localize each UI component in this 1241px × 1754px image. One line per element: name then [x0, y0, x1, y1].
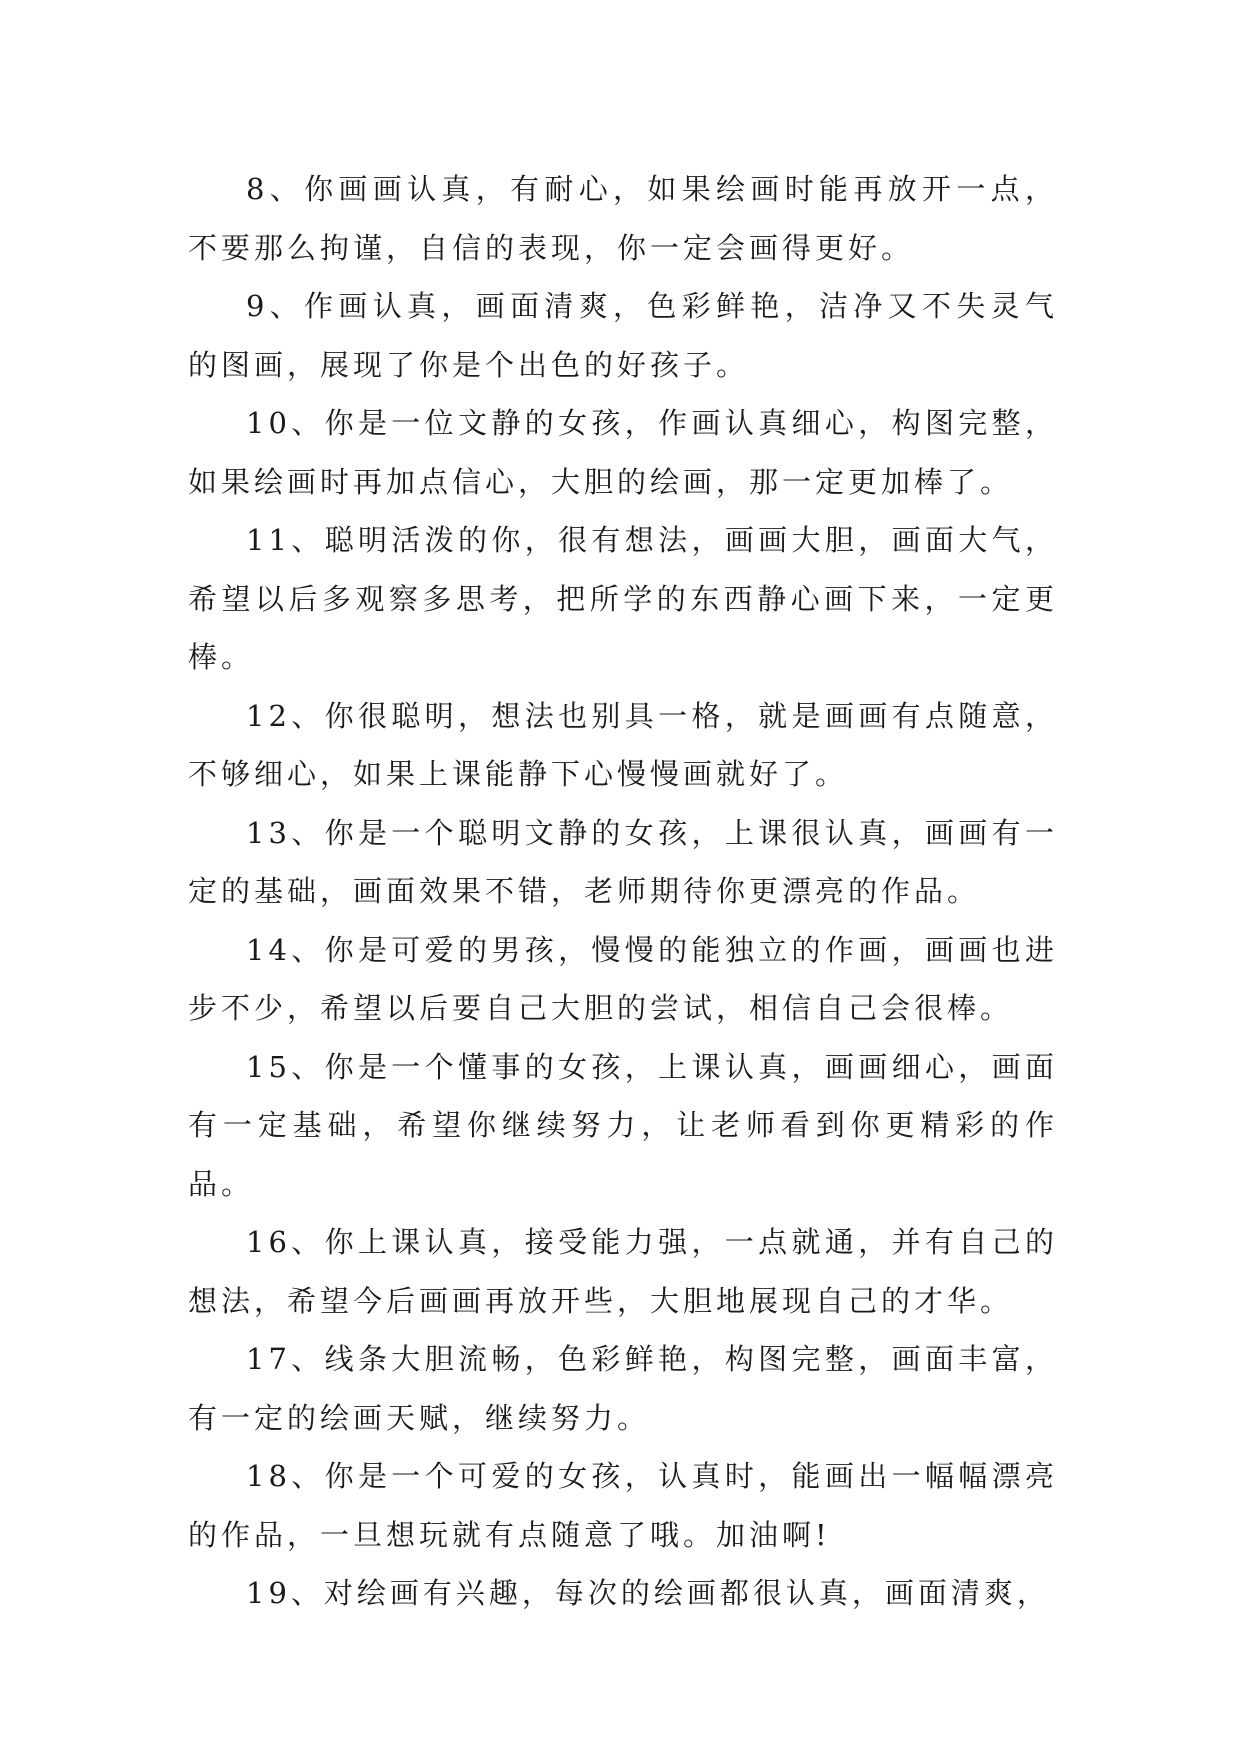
paragraph-comment-19: 19、对绘画有兴趣，每次的绘画都很认真，画面清爽， [246, 1576, 1050, 1610]
paragraph-comment-11: 11、聪明活泼的你，很有想法，画画大胆，画面大气，希望以后多观察多思考，把所学的东西静心画下来，一定更棒。 [188, 523, 1058, 674]
paragraph-comment-15: 15、你是一个懂事的女孩，上课认真，画画细心，画面有一定基础，希望你继续努力，让老师看到你更精彩的作品。 [188, 1049, 1058, 1201]
document-body [188, 160, 1058, 1623]
paragraph-comment-18: 18、你是一个可爱的女孩，认真时，能画出一幅幅漂亮的作品，一旦想玩就有点随意了哦。加油啊! [188, 1459, 1058, 1552]
paragraph-comment-12: 12、你很聪明，想法也别具一格，就是画画有点随意，不够细心，如果上课能静下心慢慢画就好了。 [188, 698, 1058, 791]
paragraph-comment-10: 10、你是一位文静的女孩，作画认真细心，构图完整，如果绘画时再加点信心，大胆的绘画，那一定更加棒了。 [188, 406, 1058, 499]
paragraph-comment-16: 16、你上课认真，接受能力强，一点就通，并有自己的想法，希望今后画画再放开些，大胆地展现自己的才华。 [188, 1225, 1058, 1318]
paragraph-comment-13: 13、你是一个聪明文静的女孩，上课很认真，画画有一定的基础，画面效果不错，老师期待你更漂亮的作品。 [188, 815, 1058, 908]
paragraph-comment-17: 17、线条大胆流畅，色彩鲜艳，构图完整，画面丰富，有一定的绘画天赋，继续努力。 [188, 1342, 1058, 1435]
paragraph-comment-8: 8、你画画认真，有耐心，如果绘画时能再放开一点，不要那么拘谨，自信的表现，你一定会画得更好。 [188, 172, 1058, 265]
paragraph-comment-14: 14、你是可爱的男孩，慢慢的能独立的作画，画画也进步不少，希望以后要自己大胆的尝试，相信自己会很棒。 [188, 932, 1058, 1025]
paragraph-comment-9: 9、作画认真，画面清爽，色彩鲜艳，洁净又不失灵气的图画，展现了你是个出色的好孩子。 [188, 289, 1058, 382]
